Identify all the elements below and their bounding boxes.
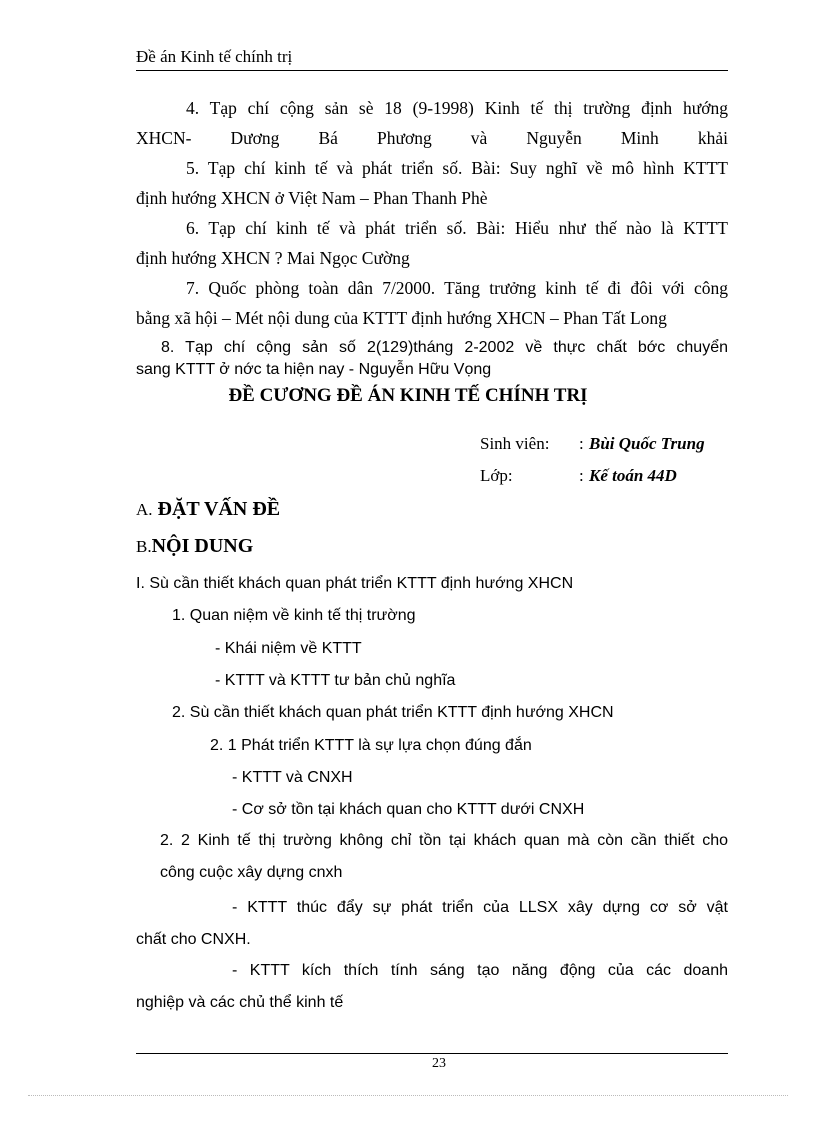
reference-4-line2: XHCN- Dương Bá Phương và Nguyễn Minh khải (136, 128, 728, 148)
section-b-heading (136, 535, 253, 558)
outline-item-i-1-b: - KTTT và KTTT tư bản chủ nghĩa (215, 672, 456, 689)
outline-item-i-1-a: - Khái niệm về KTTT (215, 640, 362, 657)
page-bottom-dotted-border (28, 1095, 788, 1096)
reference-5-line1: 5. Tạp chí kinh tế và phát triển số. Bài: Suy nghĩ về mô hình KTTT (186, 158, 728, 178)
section-b-title: NỘI DUNG (151, 535, 254, 557)
reference-4-line1: 4. Tạp chí cộng sản sè 18 (9-1998) Kinh tế thị trường định hướng (186, 98, 728, 118)
header-rule (136, 70, 728, 71)
reference-6-line2: định hướng XHCN ? Mai Ngọc Cường (136, 248, 410, 268)
reference-8-line2: sang KTTT ở nớc ta hiện nay - Nguyễn Hữu Vọng (136, 361, 492, 378)
section-a-heading (136, 498, 280, 521)
section-b-letter: B. (136, 537, 152, 556)
student-class-label: Lớp: (480, 466, 513, 485)
outline-title: ĐỀ CƯƠNG ĐỀ ÁN KINH TẾ CHÍNH TRỊ (228, 385, 588, 406)
outline-item-i-2-2-line1: 2. 2 Kinh tế thị trường không chỉ tồn tại khách quan mà còn cần thiết cho (160, 832, 728, 849)
reference-7-line1: 7. Quốc phòng toàn dân 7/2000. Tăng trưởng kinh tế đi đôi với công (186, 278, 728, 298)
reference-8-line1: 8. Tạp chí cộng sản số 2(129)tháng 2-2002 về thực chất bớc chuyển (161, 339, 728, 356)
outline-item-i-2-1-b: - Cơ sở tồn tại khách quan cho KTTT dưới CNXH (232, 801, 585, 818)
footer-rule (136, 1053, 728, 1054)
outline-item-i-2-2-a-line1: - KTTT thúc đẩy sự phát triển của LLSX xây dựng cơ sở vật (232, 899, 728, 916)
outline-item-i-2-2-b-line2: nghiệp và các chủ thể kinh tế (136, 994, 344, 1011)
outline-item-i-2-2-a-line2: chất cho CNXH. (136, 931, 251, 948)
section-a-letter: A. (136, 500, 153, 519)
outline-item-i-2-1-a: - KTTT và CNXH (232, 769, 353, 786)
reference-5-line2: định hướng XHCN ở Việt Nam – Phan Thanh Phè (136, 188, 488, 208)
outline-item-i-2: 2. Sù cần thiết khách quan phát triển KTTT định hướng XHCN (172, 704, 614, 721)
outline-item-i: I. Sù cần thiết khách quan phát triển KTTT định hướng XHCN (136, 575, 574, 592)
running-header: Đề án Kinh tế chính trị (136, 47, 293, 66)
outline-item-i-1: 1. Quan niệm về kinh tế thị trường (172, 607, 416, 624)
student-name-label: Sinh viên: (480, 434, 550, 453)
student-class-colon: : (579, 466, 584, 485)
student-class-value: Kế toán 44D (589, 466, 677, 485)
reference-7-line2: bằng xã hội – Mét nội dung của KTTT định hướng XHCN – Phan Tất Long (136, 308, 667, 328)
student-name-colon: : (579, 434, 584, 453)
section-a-title: ĐẶT VẤN ĐỀ (157, 498, 281, 520)
outline-item-i-2-2-b-line1: - KTTT kích thích tính sáng tạo năng động của các doanh (232, 962, 728, 979)
page-number: 23 (432, 1056, 446, 1071)
reference-6-line1: 6. Tạp chí kinh tế và phát triển số. Bài: Hiểu như thế nào là KTTT (186, 218, 728, 238)
outline-item-i-2-1: 2. 1 Phát triển KTTT là sự lựa chọn đúng đắn (210, 737, 532, 754)
student-name-value: Bùi Quốc Trung (589, 434, 705, 453)
outline-item-i-2-2-line2: công cuộc xây dựng cnxh (160, 864, 343, 881)
